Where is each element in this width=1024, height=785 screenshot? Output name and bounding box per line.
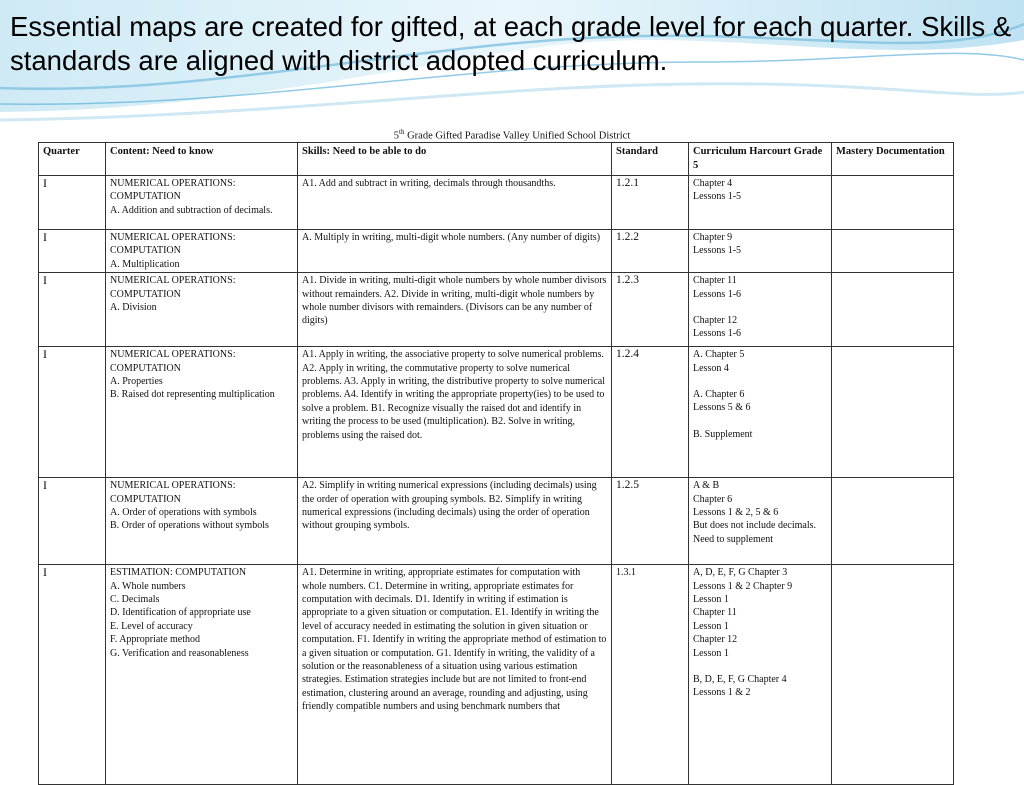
- mastery-cell: [832, 347, 954, 478]
- skills-cell: A1. Determine in writing, appropriate estimates for computation with whole numbers. C1. Determine in writing, appropriate estimates for computation with decimals. D1. Identify in writing if estimation is appropriate to a given situation or computation. E1. Identify in writing the level of accuracy needed in estimating the solution in given situation or computation. F1. Identify in writing the appropriate method of estimation to a given situation or computation. G1. Identify in writing, the validity of a solution or the reasonableness of a situation using various estimation strategies. Estimation strategies include but are not limited to front-end estimation, clustering around an average, rounding and adjusting, using friendly compatible numbers and using benchmark numbers that: [298, 565, 612, 785]
- standard-cell: 1.2.2: [612, 230, 689, 273]
- table-row: [39, 230, 954, 273]
- curriculum-line: Lessons 1 & 2: [693, 687, 751, 699]
- table-row: [39, 478, 954, 565]
- content-item: A. Whole numbers: [110, 580, 186, 592]
- content-item: A. Multiplication: [110, 258, 180, 270]
- content-item: A. Properties: [110, 376, 163, 388]
- content-item: B. Order of operations without symbols: [110, 520, 269, 532]
- content-item: C. Decimals: [110, 594, 160, 606]
- mastery-cell: [832, 478, 954, 565]
- table-row: [39, 273, 954, 347]
- mastery-cell: [832, 230, 954, 273]
- content-item: A. Order of operations with symbols: [110, 507, 257, 519]
- curriculum-line: Chapter 12: [693, 634, 738, 646]
- quarter-cell: I: [39, 478, 106, 565]
- content-heading: NUMERICAL OPERATIONS: COMPUTATION: [110, 232, 236, 257]
- quarter-cell: I: [39, 347, 106, 478]
- column-header-content: Content: Need to know: [106, 143, 298, 176]
- skills-cell: A. Multiply in writing, multi-digit whole numbers. (Any number of digits): [298, 230, 612, 273]
- content-heading: NUMERICAL OPERATIONS: COMPUTATION: [110, 275, 236, 300]
- column-header-mastery: Mastery Documentation: [832, 143, 954, 176]
- quarter-cell: I: [39, 176, 106, 230]
- content-heading: NUMERICAL OPERATIONS: COMPUTATION: [110, 480, 236, 505]
- title-suffix: th: [399, 128, 405, 136]
- quarter-cell: I: [39, 273, 106, 347]
- content-cell: [106, 478, 298, 565]
- curriculum-line: But does not include decimals.: [693, 520, 817, 532]
- curriculum-cell: [689, 273, 832, 347]
- table-header-row: [39, 143, 954, 176]
- curriculum-line: Lessons 1 & 2 Chapter 9: [693, 580, 793, 592]
- quarter-cell: I: [39, 565, 106, 785]
- skills-cell: A1. Divide in writing, multi-digit whole numbers by whole number divisors without remainders. A2. Divide in writing, multi-digit whole numbers by whole number divisors with remainders. (Divisors can be any number of digits): [298, 273, 612, 347]
- curriculum-cell: [689, 230, 832, 273]
- skills-cell: A1. Apply in writing, the associative property to solve numerical problems. A2. Apply in writing, the commutative property to solve numerical problems. A3. Apply in writing, the distributive property to solve numerical problems. A4. Identify in writing the appropriate property(ies) to be used to solve a problem. B1. Recognize visually the raised dot and identify in writing the process to be used (multiplication). B2. Solve in writing, problems using the raised dot.: [298, 347, 612, 478]
- curriculum-line: Chapter 12: [693, 315, 738, 327]
- curriculum-line: B. Supplement: [693, 428, 753, 440]
- curriculum-line: Lessons 1-6: [693, 328, 742, 340]
- table-row: [39, 347, 954, 478]
- curriculum-line: Lesson 1: [693, 620, 729, 632]
- content-cell: [106, 176, 298, 230]
- column-header-standard: Standard: [612, 143, 689, 176]
- content-heading: NUMERICAL OPERATIONS: COMPUTATION: [110, 178, 236, 203]
- curriculum-line: Lessons 1-5: [693, 191, 742, 203]
- column-header-curriculum: Curriculum Harcourt Grade 5: [689, 143, 832, 176]
- table-row: [39, 565, 954, 785]
- skills-cell: A2. Simplify in writing numerical expressions (including decimals) using the order of operation with grouping symbols. B2. Simplify in writing numerical expressions (including decimals) using the order of operation without grouping symbols.: [298, 478, 612, 565]
- curriculum-spacer: [693, 375, 827, 388]
- curriculum-map-table: [38, 142, 954, 785]
- content-item: E. Level of accuracy: [110, 620, 193, 632]
- curriculum-line: Lessons 5 & 6: [693, 402, 751, 414]
- content-item: A. Addition and subtraction of decimals.: [110, 204, 273, 216]
- document-title: [0, 128, 1024, 142]
- curriculum-line: Chapter 9: [693, 232, 733, 243]
- content-item: G. Verification and reasonableness: [110, 647, 249, 659]
- content-item: B. Raised dot representing multiplication: [110, 389, 275, 401]
- content-cell: [106, 565, 298, 785]
- standard-cell: 1.2.5: [612, 478, 689, 565]
- curriculum-line: Lessons 1-5: [693, 245, 742, 257]
- standard-cell: 1.2.4: [612, 347, 689, 478]
- standard-cell: 1.2.1: [612, 176, 689, 230]
- mastery-cell: [832, 273, 954, 347]
- content-item: D. Identification of appropriate use: [110, 607, 251, 619]
- curriculum-spacer: [693, 415, 827, 428]
- curriculum-cell: [689, 347, 832, 478]
- mastery-cell: [832, 176, 954, 230]
- curriculum-cell: [689, 478, 832, 565]
- slide-heading: Essential maps are created for gifted, at each grade level for each quarter. Skills & standards are aligned with district adopted curriculum.: [10, 11, 1012, 76]
- table-row: [39, 176, 954, 230]
- mastery-cell: [832, 565, 954, 785]
- content-heading: ESTIMATION: COMPUTATION: [110, 567, 247, 579]
- curriculum-cell: [689, 565, 832, 785]
- curriculum-line: Lesson 4: [693, 362, 729, 374]
- standard-cell: 1.3.1: [612, 565, 689, 785]
- curriculum-line: Chapter 6: [693, 493, 733, 505]
- column-header-quarter: Quarter: [39, 143, 106, 176]
- title-rest: Grade Gifted Paradise Valley Unified School District: [404, 130, 631, 142]
- curriculum-line: A. Chapter 6: [693, 389, 745, 401]
- curriculum-line: Chapter 11: [693, 275, 737, 287]
- content-item: A. Division: [110, 302, 157, 314]
- curriculum-line: A & B: [693, 480, 720, 492]
- column-header-skills: Skills: Need to be able to do: [298, 143, 612, 176]
- content-cell: [106, 273, 298, 347]
- content-cell: [106, 230, 298, 273]
- standard-cell: 1.2.3: [612, 273, 689, 347]
- title-grade: 5: [393, 130, 399, 142]
- skills-cell: A1. Add and subtract in writing, decimals through thousandths.: [298, 176, 612, 230]
- curriculum-line: A, D, E, F, G Chapter 3: [693, 567, 788, 579]
- curriculum-spacer: [693, 660, 827, 673]
- curriculum-spacer: [693, 301, 827, 314]
- curriculum-line: Need to supplement: [693, 533, 773, 545]
- curriculum-line: Lesson 1: [693, 647, 729, 659]
- curriculum-line: Chapter 11: [693, 607, 737, 619]
- curriculum-cell: [689, 176, 832, 230]
- table-body: [39, 176, 954, 785]
- curriculum-line: Lesson 1: [693, 594, 729, 606]
- content-heading: NUMERICAL OPERATIONS: COMPUTATION: [110, 349, 236, 374]
- curriculum-line: Chapter 4: [693, 178, 733, 189]
- quarter-cell: I: [39, 230, 106, 273]
- curriculum-line: Lessons 1 & 2, 5 & 6: [693, 507, 779, 519]
- curriculum-line: A. Chapter 5: [693, 349, 745, 361]
- content-item: F. Appropriate method: [110, 634, 201, 646]
- content-cell: [106, 347, 298, 478]
- curriculum-line: B, D, E, F, G Chapter 4: [693, 674, 787, 686]
- curriculum-line: Lessons 1-6: [693, 288, 742, 300]
